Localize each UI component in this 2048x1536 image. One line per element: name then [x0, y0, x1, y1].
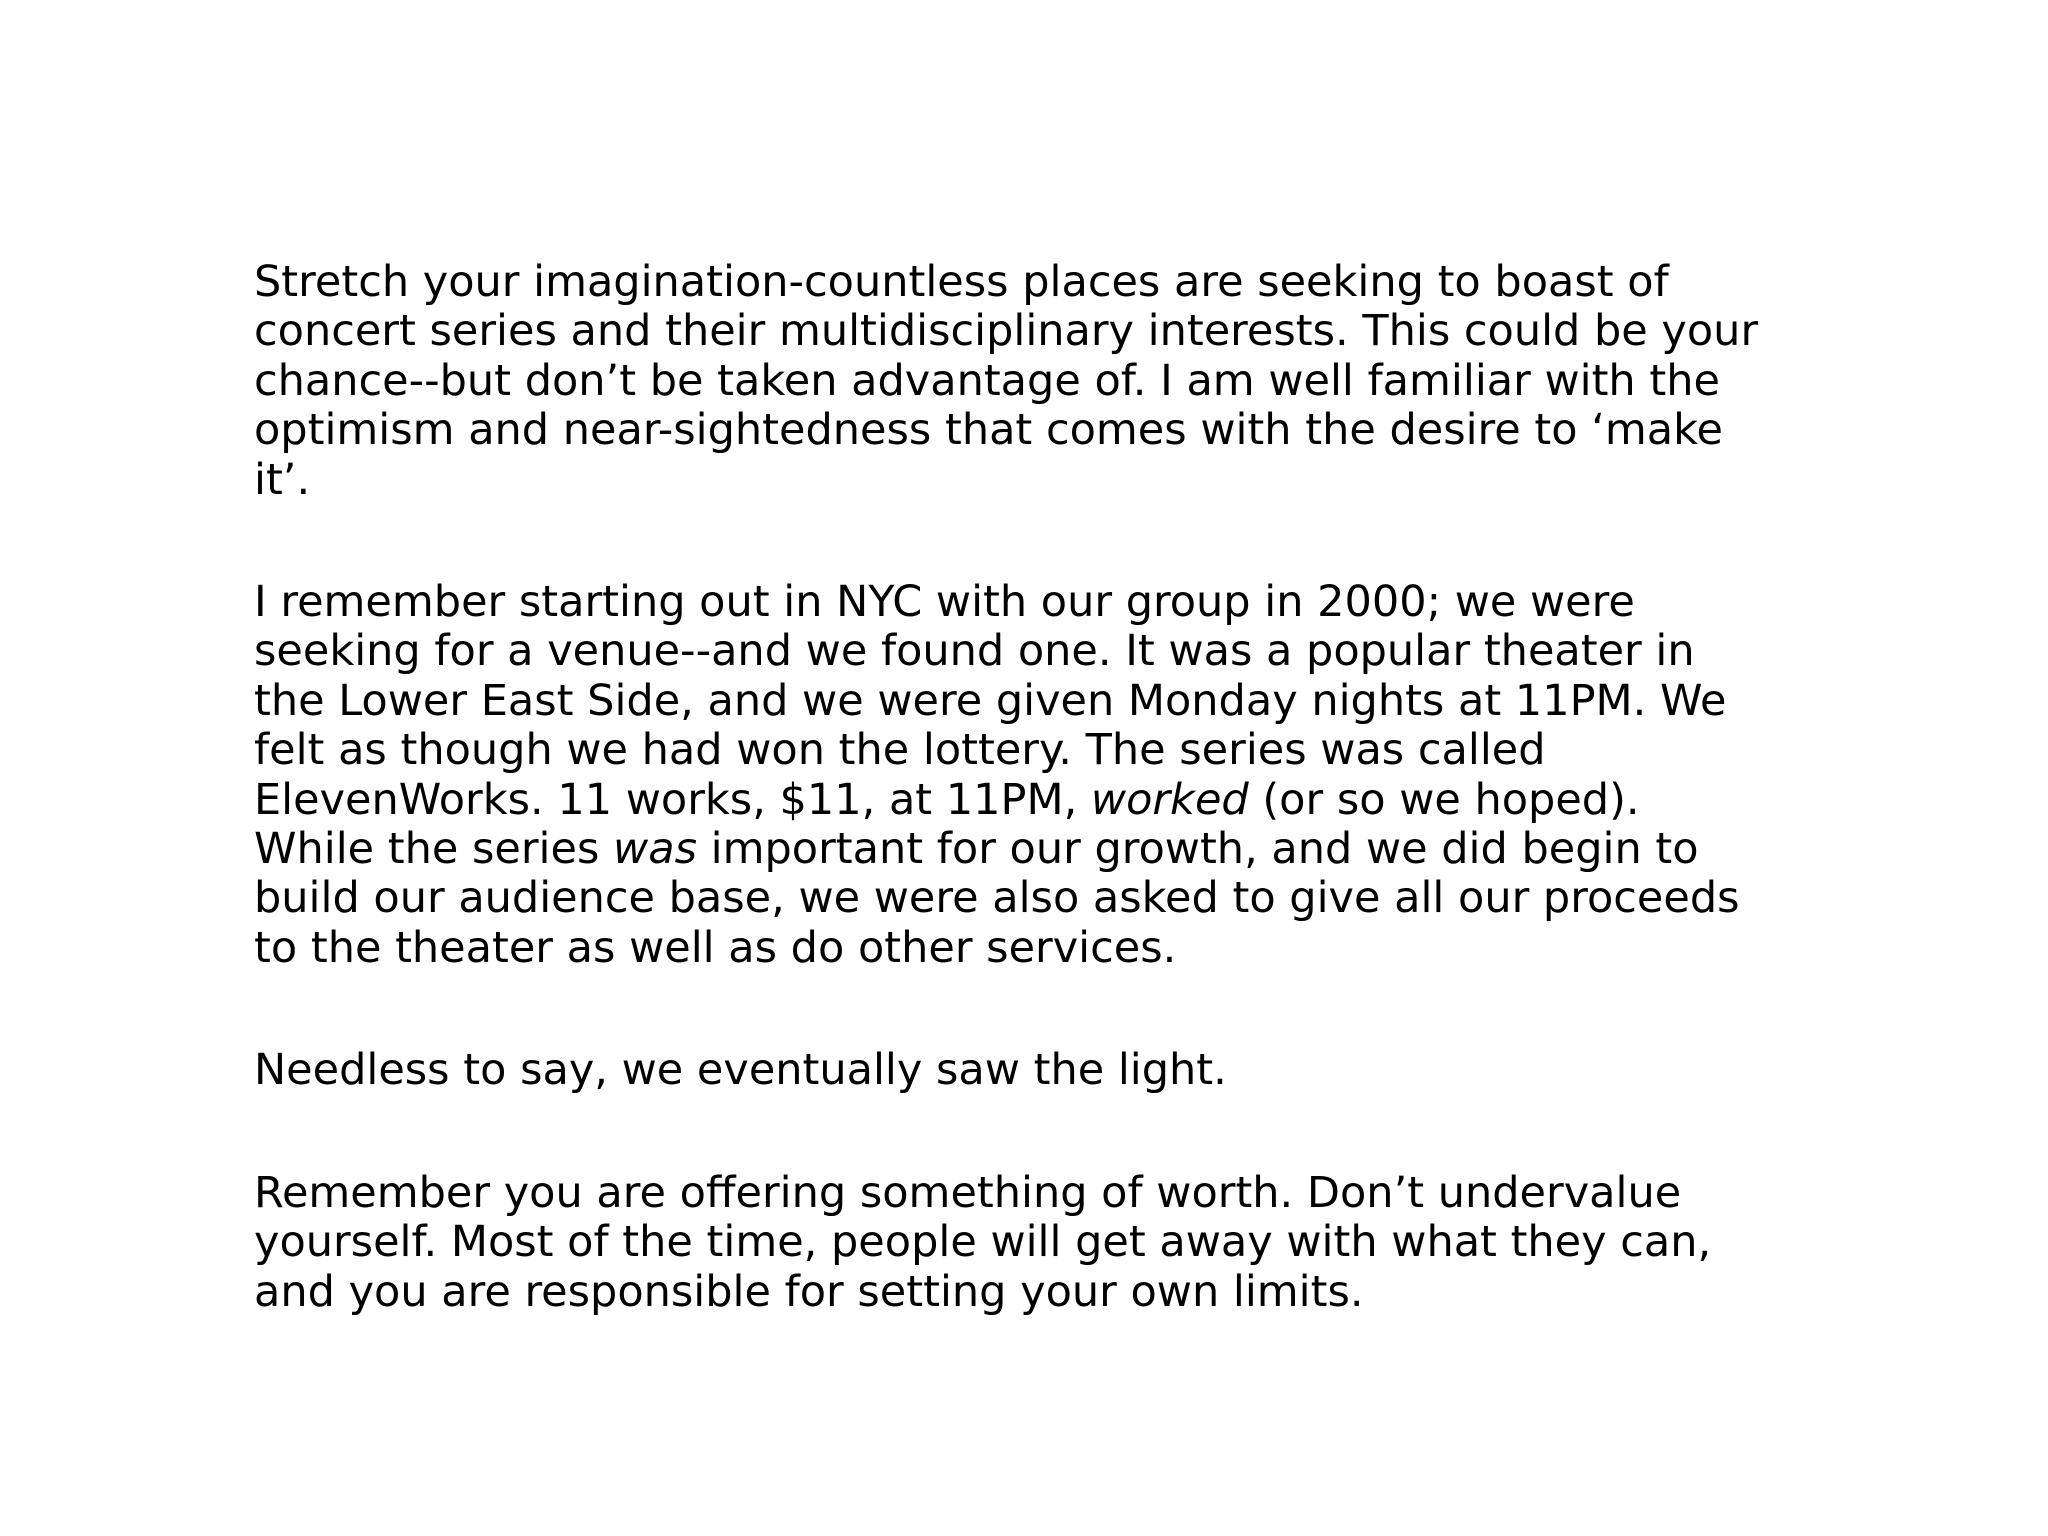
paragraph-2: [254, 578, 1894, 973]
text-line: the Lower East Side, and we were given Monday nights at 11PM. We: [254, 675, 1727, 726]
paragraph-3: [254, 1046, 1894, 1095]
text-line: While the series was important for our growth, and we did begin to: [254, 824, 1699, 875]
text-line: felt as though we had won the lottery. The series was called: [254, 725, 1546, 776]
text-line: concert series and their multidisciplinary interests. This could be your: [254, 306, 1759, 357]
text-line: Needless to say, we eventually saw the light.: [254, 1045, 1227, 1096]
paragraph-1: [254, 258, 1894, 505]
body-text: [254, 258, 1894, 1317]
text-line: Remember you are offering something of worth. Don’t undervalue: [254, 1167, 1682, 1218]
italic-emphasis: worked: [1090, 774, 1249, 825]
text-line: seeking for a venue--and we found one. It was a popular theater in: [254, 626, 1695, 677]
text-line: I remember starting out in NYC with our group in 2000; we were: [254, 577, 1635, 628]
text-line: and you are responsible for setting your own limits.: [254, 1266, 1364, 1317]
text-line: chance--but don’t be taken advantage of. I am well familiar with the: [254, 355, 1720, 406]
text-line: ElevenWorks. 11 works, $11, at 11PM, worked (or so we hoped).: [254, 774, 1640, 825]
text-line: optimism and near-sightedness that comes with the desire to ‘make: [254, 405, 1723, 456]
text-line: Stretch your imagination-countless places are seeking to boast of: [254, 257, 1669, 307]
paragraph-4: [254, 1169, 1894, 1317]
text-line: to the theater as well as do other services.: [254, 922, 1177, 973]
text-line: build our audience base, we were also asked to give all our proceeds: [254, 873, 1740, 924]
text-line: it’.: [254, 454, 311, 505]
italic-emphasis: was: [613, 824, 697, 875]
text-line: yourself. Most of the time, people will get away with what they can,: [254, 1217, 1712, 1268]
